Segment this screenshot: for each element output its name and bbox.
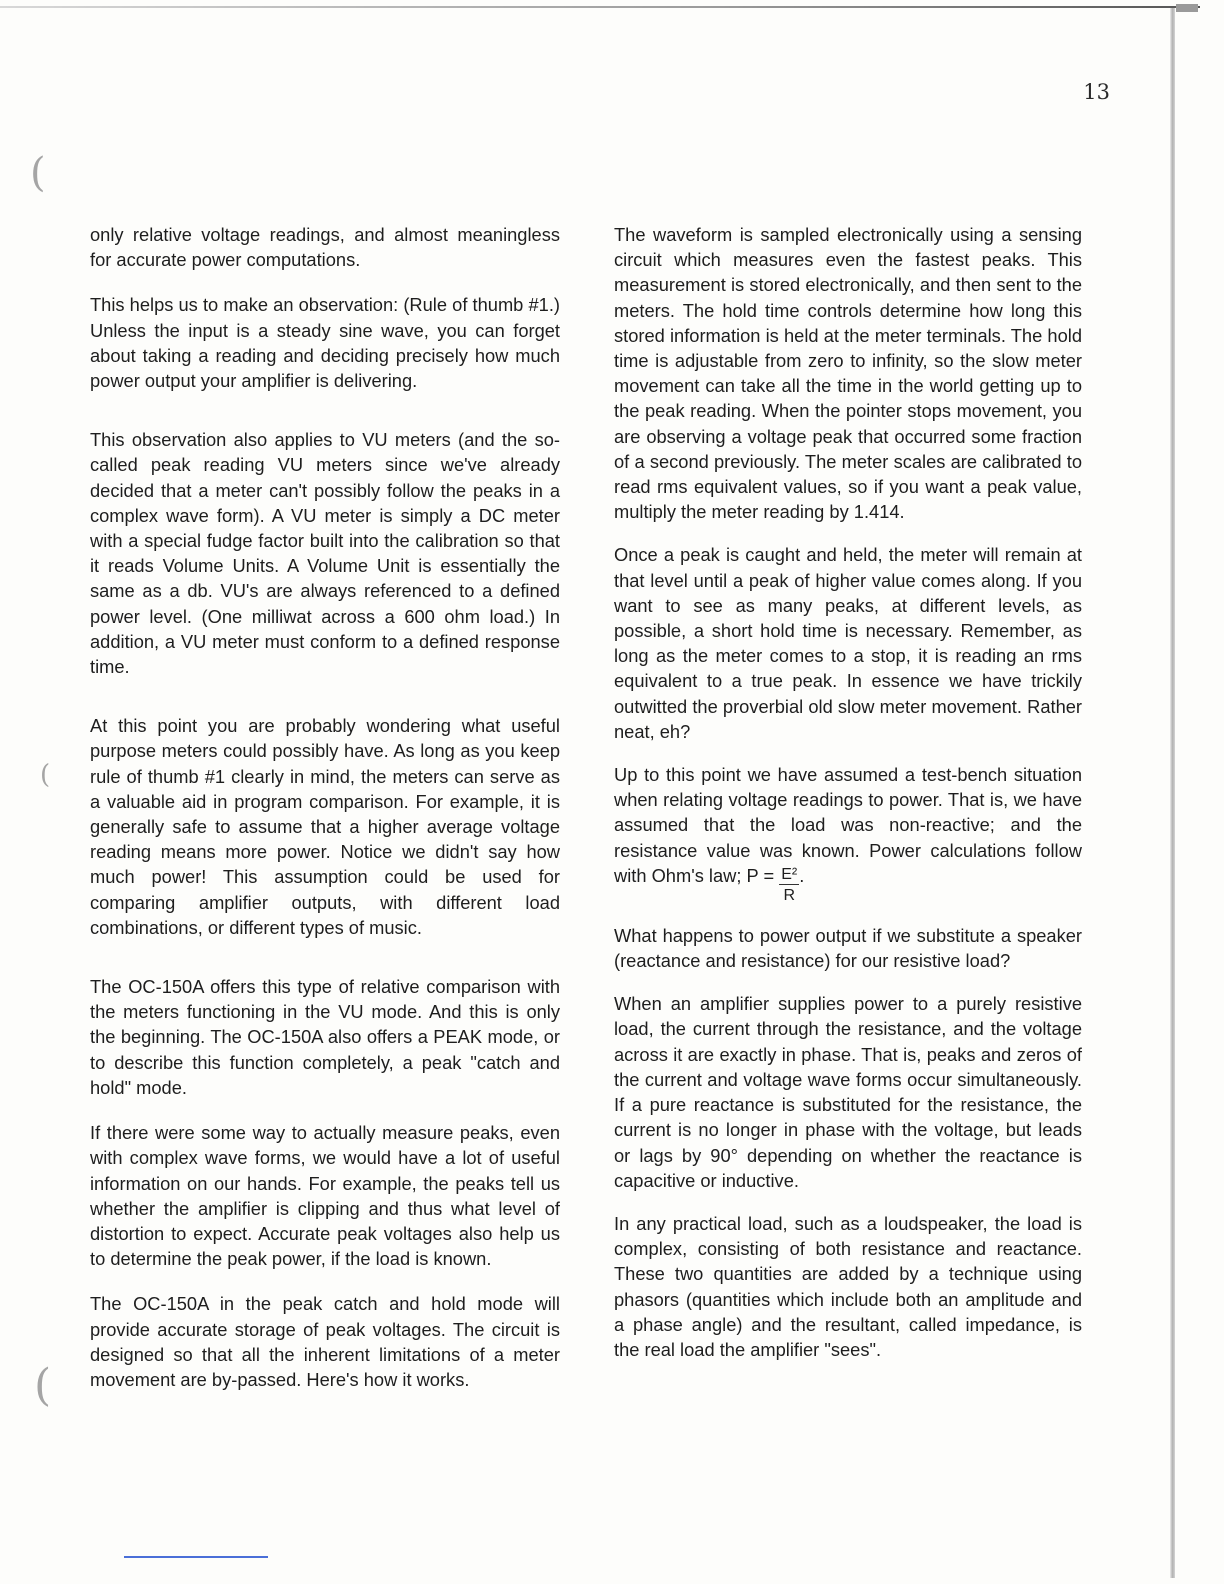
bottom-blue-line bbox=[124, 1556, 268, 1558]
formula-numerator: E² bbox=[781, 865, 798, 883]
paragraph: The OC-150A in the peak catch and hold mode will provide accurate storage of peak voltages. The circuit is designed so that all the inherent limitations of a meter movement are by-passed. Here's how it works. bbox=[90, 1293, 560, 1390]
power-formula bbox=[779, 866, 799, 905]
paragraph: The OC-150A offers this type of relative comparison with the meters functioning in the VU mode. And this is only the beginning. The OC-150A also offers a PEAK mode, or to describe this function completely, a peak "catch and hold" mode. bbox=[90, 976, 560, 1098]
paragraph: Once a peak is caught and held, the meter will remain at that level until a peak of higher value comes along. If you want to see as many peaks, at different levels, as possible, a short hold time is necessary. Remember, as long as the meter comes to a stop, it is reading an rms equivalent to a true peak. In essence we have trickily outwitted the proverbial old slow meter movement. Rather neat, eh? bbox=[614, 544, 1082, 742]
margin-scribble-icon: ( bbox=[30, 150, 46, 196]
right-page-edge bbox=[1170, 8, 1175, 1578]
top-edge-rule bbox=[0, 6, 1200, 8]
right-column bbox=[614, 222, 1082, 1380]
margin-hole-mark-icon: ( bbox=[34, 1360, 52, 1411]
paragraph-text: Up to this point we have assumed a test-bench situation when relating voltage readings to power. That is, we have assumed that the load was non-reactive; and the resistance value was known. Power calculations follow with Ohm's law; P = bbox=[614, 764, 1082, 886]
paragraph: The waveform is sampled electronically using a sensing circuit which measures even the fastest peaks. This measurement is stored electronically, and then sent to the meters. The hold time controls determine how long this stored information is held at the meter terminals. The hold time is adjustable from zero to infinity, so the slow meter movement can take all the time in the world getting up to the peak reading. When the pointer stops movement, you are observing a voltage peak that occurred some fraction of a second previously. The meter scales are calibrated to read rms equivalent values, so if you want a peak value, multiply the meter reading by 1.414. bbox=[614, 224, 1082, 523]
paragraph: At this point you are probably wondering what useful purpose meters could possibly have. As long as you keep rule of thumb #1 clearly in mind, the meters can serve as a valuable aid in program comparison. For example, it is generally safe to assume that a higher average voltage reading means more power. Notice we didn't say how much power! This assumption could be used for comparing amplifier outputs, with different load combinations, or different types of music. bbox=[90, 715, 560, 938]
paragraph: This observation also applies to VU meters (and the so-called peak reading VU meters since we've already decided that a meter can't possibly follow the peaks in a complex wave form). A VU meter is simply a DC meter with a special fudge factor built into the calibration so that it reads Volume Units. A Volume Unit is essentially the same as a db. VU's are always referenced to a defined power level. (One milliwat across a 600 ohm load.) In addition, a VU meter must conform to a defined response time. bbox=[90, 429, 560, 678]
paragraph: When an amplifier supplies power to a purely resistive load, the current through the resistance, and the voltage across it are exactly in phase. That is, peaks and zeros of the current and voltage wave forms occur simultaneously. If a pure reactance is substituted for the resistance, the current is no longer in phase with the voltage, but leads or lags by 90° depending on whether the reactance is capacitive or inductive. bbox=[614, 993, 1082, 1191]
paragraph: only relative voltage readings, and almost meaningless for accurate power computations. bbox=[90, 224, 560, 271]
paragraph: This helps us to make an observation: (Rule of thumb #1.) Unless the input is a steady sine wave, you can forget about taking a reading and deciding precisely how much power output your amplifier is delivering. bbox=[90, 294, 560, 392]
paragraph: If there were some way to actually measure peaks, even with complex wave forms, we would have a lot of useful information on our hands. For example, the peaks tell us whether the amplifier is clipping and thus what level of distortion to expect. Accurate peak voltages also help us to determine the peak power, if the load is known. bbox=[90, 1122, 560, 1270]
left-column bbox=[90, 222, 560, 1406]
margin-hole-mark-icon: ( bbox=[40, 760, 51, 790]
paragraph: In any practical load, such as a loudspeaker, the load is complex, consisting of both resistance and reactance. These two quantities are added by a technique using phasors (quantities which include both an amplitude and a phase angle) and the resultant, called impedance, is the real load the amplifier "sees". bbox=[614, 1212, 1082, 1360]
page-number: 13 bbox=[1083, 80, 1110, 104]
paragraph: What happens to power output if we substitute a speaker (reactance and resistance) for our resistive load? bbox=[614, 924, 1082, 972]
formula-denominator: R bbox=[783, 886, 795, 904]
paragraph-with-formula bbox=[614, 762, 1082, 905]
formula-trailing: . bbox=[799, 864, 805, 886]
top-right-corner-mark bbox=[1176, 4, 1198, 12]
